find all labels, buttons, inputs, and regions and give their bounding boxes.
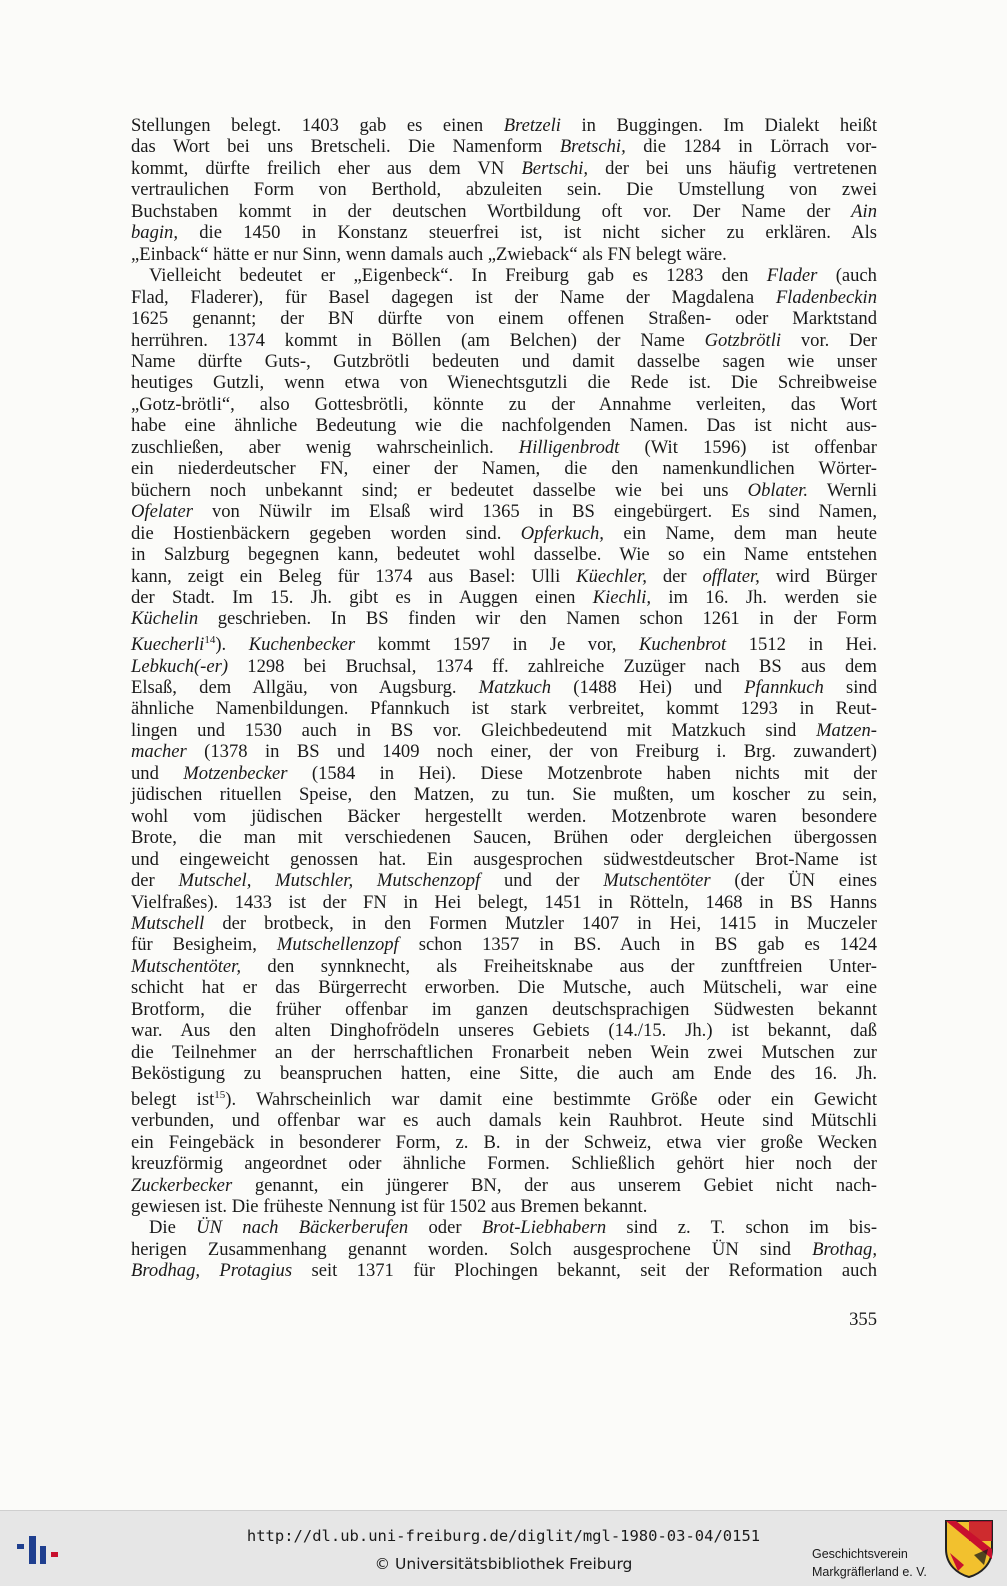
text-run: war. Aus den alten Dinghofrödeln unseres Gebiets (14./15. Jh.) ist bekannt, daß bbox=[131, 1020, 877, 1042]
text-run: jüdischen rituellen Speise, den Matzen, zu tun. Sie mußten, um koscher zu sein, bbox=[131, 784, 877, 806]
text-run: die 1450 in Konstanz steuerfrei ist, ist nicht sicher zu erklären. Als bbox=[178, 222, 877, 244]
italic-term: Brodhag, Protagius bbox=[131, 1260, 293, 1282]
italic-term: Matzen- bbox=[816, 719, 877, 741]
text-run: Elsaß, dem Allgäu, von Augsburg. bbox=[131, 676, 479, 698]
italic-term: Mutschel, Mutschler, Mutschenzopf bbox=[178, 870, 481, 892]
text-run: Vielleicht bedeutet er „Eigenbeck“. In Freiburg gab es 1283 den bbox=[149, 265, 767, 287]
text-run: vor. Der bbox=[781, 329, 878, 351]
italic-term: Oblater. bbox=[747, 479, 809, 501]
text-line bbox=[131, 287, 877, 308]
text-line bbox=[131, 741, 877, 762]
italic-term: Hilligenbrodt bbox=[518, 436, 620, 458]
text-run: „Gotz-brötli“, also Gottesbrötli, könnte zu der Annahme verleiten, das Wort bbox=[131, 393, 877, 415]
text-line bbox=[131, 372, 877, 393]
copyright-notice: © Universitätsbibliothek Freiburg bbox=[374, 1555, 633, 1573]
italic-term: Bretzeli bbox=[503, 115, 561, 136]
italic-term: Mutschellenzopf bbox=[276, 934, 399, 956]
text-line bbox=[131, 244, 877, 265]
text-line bbox=[131, 351, 877, 372]
text-line bbox=[131, 913, 877, 934]
italic-term: offlater, bbox=[702, 565, 760, 587]
document-url-link[interactable]: http://dl.ub.uni-freiburg.de/diglit/mgl-1980-03-04/0151 bbox=[246, 1527, 761, 1545]
text-line bbox=[131, 523, 877, 544]
italic-term: Lebkuch(-er) bbox=[131, 655, 229, 677]
text-line bbox=[131, 115, 877, 136]
text-run: der bbox=[131, 870, 179, 892]
text-run: (1488 Hei) und bbox=[551, 676, 745, 698]
text-run: der bei uns häufig vertretenen bbox=[588, 157, 877, 179]
italic-term: Fladenbeckin bbox=[775, 286, 877, 308]
text-line bbox=[131, 1196, 877, 1217]
italic-term: Brothag, bbox=[812, 1238, 877, 1260]
italic-term: Bertschi, bbox=[521, 157, 589, 179]
text-line bbox=[131, 1217, 877, 1238]
text-run: sind z. T. schon im bis- bbox=[606, 1217, 878, 1239]
text-line bbox=[131, 977, 877, 998]
text-run: wohl vom jüdischen Bäcker hergestellt werden. Motzenbrote waren besondere bbox=[131, 805, 877, 827]
text-line bbox=[131, 158, 877, 179]
text-run: herrühren. 1374 kommt in Böllen (am Belchen) der Name bbox=[131, 329, 705, 351]
text-line bbox=[131, 956, 877, 977]
text-line bbox=[131, 544, 877, 565]
text-run: der bbox=[646, 565, 703, 587]
text-run: verbunden, und offenbar war es auch damals kein Rauhbrot. Heute sind Mütschli bbox=[131, 1110, 877, 1132]
text-run: Name dürfte Guts-, Gutzbrötli bedeuten und damit dasselbe sagen wie unser bbox=[131, 350, 877, 372]
text-line bbox=[131, 656, 877, 677]
italic-term: Gotzbrötli bbox=[704, 329, 782, 351]
text-line bbox=[131, 394, 877, 415]
italic-term: Opferkuch, bbox=[520, 522, 604, 544]
text-line bbox=[131, 784, 877, 805]
text-line bbox=[131, 458, 877, 479]
text-run: habe eine ähnliche Bedeutung wie die nachfolgenden Namen. Das ist nicht aus- bbox=[131, 415, 877, 437]
text-run: Beköstigung zu beanspruchen hatten, eine Sitte, die auch am Ende des 16. Jh. bbox=[131, 1063, 877, 1085]
italic-term: Küchelin bbox=[131, 608, 199, 630]
italic-term: Zuckerbecker bbox=[131, 1174, 233, 1196]
text-run: seit 1371 für Plochingen bekannt, seit der Reformation auch bbox=[292, 1260, 877, 1282]
text-line bbox=[131, 677, 877, 698]
text-run: Flad, Fladerer), für Basel dagegen ist der Name der Magdalena bbox=[131, 286, 776, 308]
italic-term: Ain bbox=[851, 200, 877, 222]
text-run: vertraulichen Form von Berthold, abzuleiten sein. Die Umstellung von zwei bbox=[131, 179, 877, 201]
text-line bbox=[131, 1175, 877, 1196]
italic-term: Bretschi, bbox=[559, 136, 626, 158]
society-name-line1: Geschichtsverein bbox=[812, 1547, 908, 1561]
society-name-line2: Markgräflerland e. V. bbox=[812, 1565, 927, 1579]
text-run: büchern noch unbekannt sind; er bedeutet dasselbe wie bei uns bbox=[131, 479, 748, 501]
text-run: ein niederdeutscher FN, einer der Namen, die den namenkundlichen Wörter- bbox=[131, 458, 877, 480]
text-run: und bbox=[131, 762, 184, 784]
text-run: die 1284 in Lörrach vor- bbox=[625, 136, 877, 158]
italic-term: Motzenbecker bbox=[183, 762, 288, 784]
text-line bbox=[131, 480, 877, 501]
text-run: heutiges Gutzli, wenn etwa von Wienechtsgutzli die Rede ist. Die Schreibweise bbox=[131, 372, 877, 394]
text-run: von Nüwilr im Elsaß wird 1365 in BS eingebürgert. Es sind Namen, bbox=[192, 501, 877, 523]
text-run: belegt ist bbox=[131, 1088, 215, 1110]
italic-term: bagin, bbox=[131, 222, 179, 244]
text-run: der Stadt. Im 15. Jh. gibt es in Auggen einen bbox=[131, 586, 593, 608]
text-run: ein Feingebäck in besonderer Form, z. B. in der Schweiz, etwa vier große Wecken bbox=[131, 1131, 877, 1153]
italic-term: Kiechli, bbox=[592, 586, 652, 608]
text-line bbox=[131, 720, 877, 741]
text-run: die Hostienbäckern gegeben worden sind. bbox=[131, 522, 521, 544]
text-run: wird Bürger bbox=[759, 565, 877, 587]
text-line bbox=[131, 179, 877, 200]
text-run: sind bbox=[823, 676, 877, 698]
text-run: Brote, die man mit verschiedenen Saucen, Brühen oder dergleichen übergossen bbox=[131, 827, 877, 849]
italic-term: Brot-Liebhabern bbox=[481, 1217, 607, 1239]
italic-term: Mutschentöter, bbox=[131, 955, 241, 977]
page-number: 355 bbox=[849, 1309, 877, 1330]
text-run: in Buggingen. Im Dialekt heißt bbox=[560, 115, 877, 136]
text-run: für Besigheim, bbox=[131, 934, 277, 956]
text-line bbox=[131, 222, 877, 243]
text-line bbox=[131, 1153, 877, 1174]
text-run: genannt, ein jüngerer BN, der aus unserem Gebiet nicht nach- bbox=[232, 1174, 877, 1196]
society-crest-icon bbox=[944, 1519, 994, 1579]
text-run: kommt 1597 in Je vor, bbox=[355, 634, 640, 656]
text-line bbox=[131, 806, 877, 827]
text-line bbox=[131, 763, 877, 784]
text-run: in Salzburg begegnen kann, bedeutet wohl dasselbe. Wie so ein Name entstehen bbox=[131, 544, 877, 566]
italic-term: Matzkuch bbox=[478, 676, 552, 698]
italic-term: Kuchenbecker bbox=[248, 634, 356, 656]
italic-term: Flader bbox=[766, 265, 818, 287]
italic-term: ÜN nach Bäckerberufen bbox=[196, 1217, 409, 1239]
text-run: ). Wahrscheinlich war damit eine bestimmte Größe oder ein Gewicht bbox=[225, 1088, 877, 1110]
text-run: gewiesen ist. Die früheste Nennung ist für 1502 aus Bremen bekannt. bbox=[131, 1196, 648, 1218]
text-run: herigen Zusammenhang genannt worden. Solch ausgesprochene ÜN sind bbox=[131, 1238, 813, 1260]
text-run: schicht hat er das Bürgerrecht erworben. Die Mutsche, auch Mütscheli, war eine bbox=[131, 977, 877, 999]
text-run: Brotform, die früher offenbar im ganzen deutschsprachigen Südwesten bekannt bbox=[131, 998, 877, 1020]
text-line bbox=[131, 1260, 877, 1281]
text-line bbox=[131, 201, 877, 222]
text-line bbox=[131, 437, 877, 458]
text-line bbox=[131, 1132, 877, 1153]
text-line bbox=[131, 999, 877, 1020]
text-run: Stellungen belegt. 1403 gab es einen bbox=[131, 115, 504, 136]
text-line bbox=[131, 330, 877, 351]
text-line bbox=[131, 1042, 877, 1063]
italic-term: Küechler, bbox=[576, 565, 647, 587]
text-run: Buchstaben kommt in der deutschen Wortbildung oft vor. Der Name der bbox=[131, 200, 852, 222]
text-line bbox=[131, 934, 877, 955]
text-line bbox=[131, 892, 877, 913]
text-run: (auch bbox=[817, 265, 877, 287]
footnote-ref: 15 bbox=[214, 1088, 226, 1101]
text-line bbox=[131, 1063, 877, 1084]
text-run: und eingeweicht genossen hat. Ein ausgesprochen südwestdeutscher Brot-Name ist bbox=[131, 848, 877, 870]
text-line bbox=[131, 698, 877, 719]
text-line bbox=[131, 566, 877, 587]
text-run: lingen und 1530 auch in BS vor. Gleichbedeutend mit Matzkuch sind bbox=[131, 719, 817, 741]
viewer-footer bbox=[0, 1510, 1007, 1586]
italic-term: Mutschentöter bbox=[603, 870, 711, 892]
text-run: ). bbox=[215, 634, 249, 656]
text-run: im 16. Jh. werden sie bbox=[651, 586, 877, 608]
text-line bbox=[131, 1020, 877, 1041]
text-run: den synnknecht, als Freiheitsknabe aus der zunftfreien Unter- bbox=[241, 955, 877, 977]
text-run: (Wit 1596) ist offenbar bbox=[619, 436, 877, 458]
text-run: die Teilnehmer an der herrschaftlichen Fronarbeit neben Wein zwei Mutschen zur bbox=[131, 1041, 877, 1063]
text-run: 1298 bei Bruchsal, 1374 ff. zahlreiche Zuzüger nach BS aus dem bbox=[228, 655, 877, 677]
italic-term: Ofelater bbox=[131, 501, 193, 523]
text-line bbox=[131, 608, 877, 629]
text-line bbox=[131, 501, 877, 522]
text-run: geschrieben. In BS finden wir den Namen schon 1261 in der Form bbox=[198, 608, 877, 630]
text-line bbox=[131, 136, 877, 157]
text-run: kann, zeigt ein Beleg für 1374 aus Basel: Ulli bbox=[131, 565, 577, 587]
footnote-ref: 14 bbox=[204, 633, 216, 646]
text-line bbox=[131, 827, 877, 848]
text-line bbox=[131, 1239, 877, 1260]
text-line bbox=[131, 415, 877, 436]
text-line bbox=[131, 870, 877, 891]
text-line bbox=[131, 630, 877, 656]
text-run: 1625 genannt; der BN dürfte von einem offenen Straßen- oder Marktstand bbox=[131, 308, 877, 330]
text-run: Die bbox=[149, 1217, 197, 1239]
text-run: der brotbeck, in den Formen Mutzler 1407 in Hei, 1415 in Muczeler bbox=[204, 912, 877, 934]
italic-term: Pfannkuch bbox=[744, 676, 824, 698]
text-line bbox=[131, 1085, 877, 1111]
text-run: (1584 in Hei). Diese Motzenbrote haben nichts mit der bbox=[287, 762, 877, 784]
text-run: oder bbox=[408, 1217, 482, 1239]
text-run: (der ÜN eines bbox=[710, 870, 877, 892]
italic-term: Kuecherli bbox=[131, 634, 205, 656]
text-run: zuschließen, aber wenig wahrscheinlich. bbox=[131, 436, 519, 458]
text-run: schon 1357 in BS. Auch in BS gab es 1424 bbox=[398, 934, 877, 956]
text-line bbox=[131, 308, 877, 329]
italic-term: macher bbox=[131, 741, 187, 763]
text-run: Vielfraßes). 1433 ist der FN in Hei belegt, 1451 in Rötteln, 1468 in BS Hanns bbox=[131, 891, 877, 913]
text-run: „Einback“ hätte er nur Sinn, wenn damals auch „Zwieback“ als FN belegt wäre. bbox=[131, 243, 727, 265]
text-run: und der bbox=[480, 870, 604, 892]
body-text bbox=[131, 115, 877, 1282]
text-run: 1512 in Hei. bbox=[726, 634, 877, 656]
italic-term: Mutschell bbox=[131, 912, 205, 934]
text-line bbox=[131, 849, 877, 870]
italic-term: Kuchenbrot bbox=[639, 634, 727, 656]
text-line bbox=[131, 265, 877, 286]
text-run: ähnliche Namenbildungen. Pfannkuch ist stark verbreitet, kommt 1293 in Reut- bbox=[131, 698, 877, 720]
text-run: kommt, dürfte freilich eher aus dem VN bbox=[131, 157, 522, 179]
text-run: kreuzförmig angeordnet oder ähnliche Formen. Schließlich gehört hier noch der bbox=[131, 1153, 877, 1175]
text-line bbox=[131, 1110, 877, 1131]
text-run: Wernli bbox=[808, 479, 877, 501]
text-run: (1378 in BS und 1409 noch einer, der von Freiburg i. Brg. zuwandert) bbox=[186, 741, 877, 763]
text-run: das Wort bei uns Bretscheli. Die Namenform bbox=[131, 136, 560, 158]
text-line bbox=[131, 587, 877, 608]
text-run: ein Name, dem man heute bbox=[603, 522, 877, 544]
